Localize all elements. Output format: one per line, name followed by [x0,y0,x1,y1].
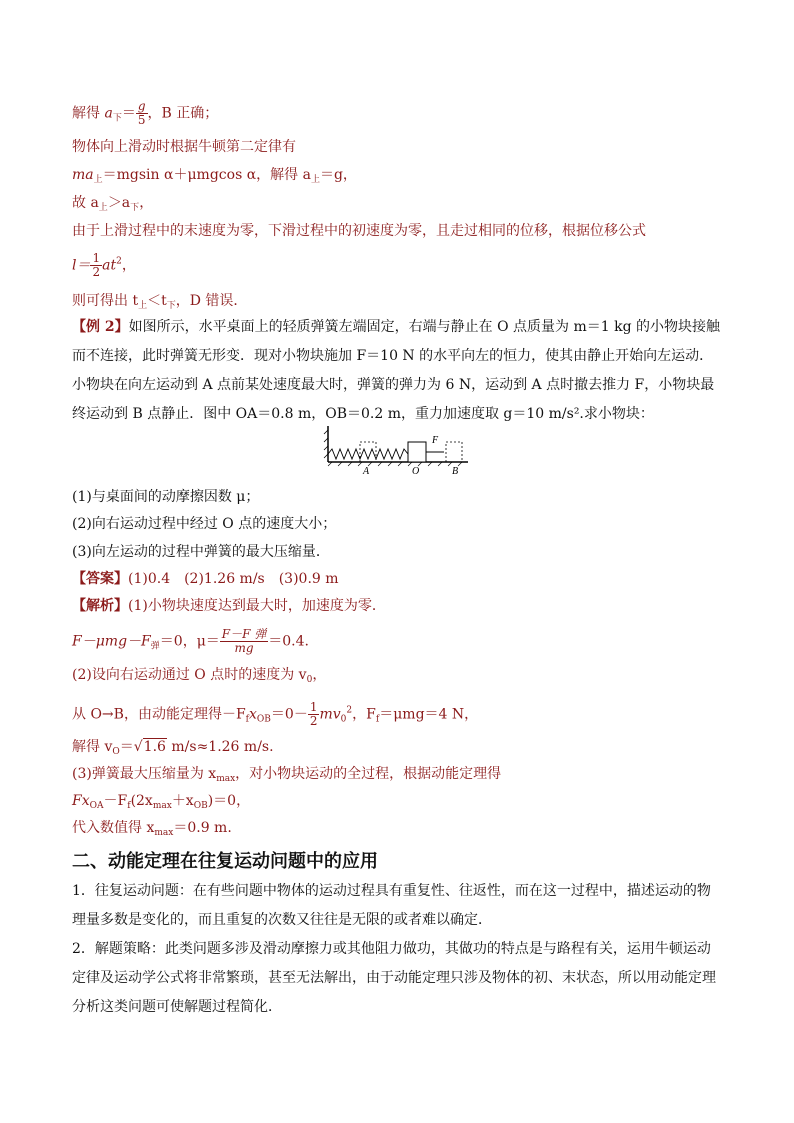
solution-line-4 [72,194,153,217]
analysis-tag: 【解析】 [72,598,128,614]
analysis-text: (1)小物块速度达到最大时，加速度为零． [128,598,386,614]
text: OB [193,801,208,811]
text: ＋x [171,793,194,809]
equation-3 [72,738,274,761]
example-tag: 【例 2】 [72,319,129,335]
text: f [245,714,250,725]
equation-4 [72,792,250,815]
text: ＝ [119,739,134,755]
text: (2)设向右运动通过 O 点时的速度为 v [72,667,307,683]
solution-line-6 [72,252,136,279]
text: (2x [130,793,153,809]
step-2 [72,666,326,689]
text: 上 [138,301,148,311]
text: ＜t [147,293,167,309]
fraction [308,701,320,728]
label-O: O [412,466,420,476]
text: mv [319,706,341,723]
text: max [154,828,174,838]
text: 上 [93,175,103,185]
numerator: 1 [309,700,318,714]
example-2-problem [72,313,722,429]
text: 故 a [72,195,99,211]
fraction [220,628,268,655]
solution-line-3 [72,166,357,189]
numerator: g [137,99,146,113]
text: ＝0－ [270,706,308,723]
text: l＝ [72,257,91,274]
text: ＝mgsin α＋μmgcos α，解得 a [102,167,311,183]
sqrt-sign: √ [133,739,143,755]
section-heading: 二、动能定理在往复运动问题中的应用 [72,851,378,872]
equation-1 [72,628,309,656]
text: ＝0.9 m. [173,820,232,836]
text: O [112,747,120,757]
problem-text: 如图所示，水平桌面上的轻质弹簧左端固定，右端与静止在 O 点质量为 m＝1 kg 的小物块接触而不连接，此时弹簧无形变．现对小物块施加 F＝10 N 的水平向左的恒力，使其由静止开始向左运动．小物块在向左运动到 A 点前某处速度最大时，弹簧的弹力为 6 N，运动到 A 点时撤去推力 F，小物块最终运动到 B 点静止．图中 OA＝0.8 m，OB＝0.2 m，重力加速度取 g＝10 m/s².求小物块： [72,319,720,422]
solution-line-1 [72,100,218,128]
question-2: (2)向右运动过程中经过 O 点的速度大小； [72,516,337,532]
solution-line-2: 物体向上滑动时根据牛顿第二定律有 [72,139,296,155]
text: ＝0，μ＝ [159,633,220,650]
spring-block-figure [322,424,472,476]
denominator: mg [234,641,254,655]
text: f [375,714,380,725]
step-3 [72,765,501,788]
denominator: 2 [309,714,318,728]
denominator: 2 [92,265,101,279]
text: ， [312,667,327,683]
text: )＝0， [207,793,251,809]
text: m/s≈1.26 m/s. [166,739,274,755]
label-A: A [363,466,370,476]
text: ，对小物块运动的全过程，根据动能定理得 [235,766,502,782]
text: a [104,105,113,122]
text: OB [256,714,271,725]
text: 从 O→B，由动能定理得－F [72,706,246,723]
solution-line-7 [72,292,247,315]
text: ， [139,195,154,211]
text: 弹 [150,641,160,652]
text: 下 [130,203,140,213]
answer-line [72,570,339,588]
answer-text: (1)0.4 (2)1.26 m/s (3)0.9 m [128,571,339,587]
fraction [90,252,102,279]
equation-2 [72,701,478,729]
text: ＝μmg＝4 N， [379,706,479,723]
text: 下 [166,301,176,311]
text: ＞a [107,195,131,211]
text: F－μmg－F [72,633,151,650]
text: ＝g， [319,167,357,183]
question-1: (1)与桌面间的动摩擦因数 μ； [72,489,260,505]
text: f [127,801,131,811]
label-B: B [452,466,459,476]
text: ＝0.4. [268,633,309,650]
text: OA [89,801,104,811]
solution-line-5: 由于上滑过程中的末速度为零，下滑过程中的初速度为零，且走过相同的位移，根据位移公式 [72,223,646,239]
text: ＝ [121,105,136,122]
text: ，F [352,706,376,723]
answer-tag: 【答案】 [72,571,128,587]
numerator: 1 [92,251,101,265]
text: max [216,774,236,784]
text: 上 [98,203,108,213]
text: 0 [306,675,313,685]
text: ，B 正确； [147,105,219,122]
text: ma [72,167,94,183]
fraction [136,100,148,127]
text: 0 [340,714,347,725]
analysis-line [72,597,386,615]
denominator: 5 [137,113,146,127]
text: ，D 错误． [175,293,248,309]
text: 则可得出 t [72,293,139,309]
numerator: F－F 弹 [221,627,267,641]
sqrt-value: 1.6 [143,739,166,755]
label-F: F [432,435,439,446]
text: －F [103,793,128,809]
text: 2 [116,256,122,267]
text: 2 [346,705,353,716]
text: max [152,801,172,811]
text: Fx [72,793,90,809]
text: x [249,706,257,723]
text: (3)弹簧最大压缩量为 x [72,766,217,782]
text: at [102,257,117,274]
text: 代入数值得 x [72,820,155,836]
question-3: (3)向左运动的过程中弹簧的最大压缩量． [72,544,330,560]
equation-5 [72,819,232,842]
paragraph-2: 2．解题策略：此类问题多涉及滑动摩擦力或其他阻力做功，其做功的特点是与路程有关，运用牛顿运动定律及运动学公式将非常繁琐，甚至无法解出，由于动能定理只涉及物体的初、末状态，所以用动能定理分析这类问题可使解题过程简化． [72,941,716,1015]
text: 上 [310,175,320,185]
text: 解得 v [72,739,113,755]
paragraph-1: 1．往复运动问题：在有些问题中物体的运动过程具有重复性、往返性，而在这一过程中，描述运动的物理量多数是变化的，而且重复的次数又往往是无限的或者难以确定． [72,883,711,928]
text: 解得 [72,105,105,122]
text: ， [121,257,136,274]
text: 下 [112,113,122,124]
